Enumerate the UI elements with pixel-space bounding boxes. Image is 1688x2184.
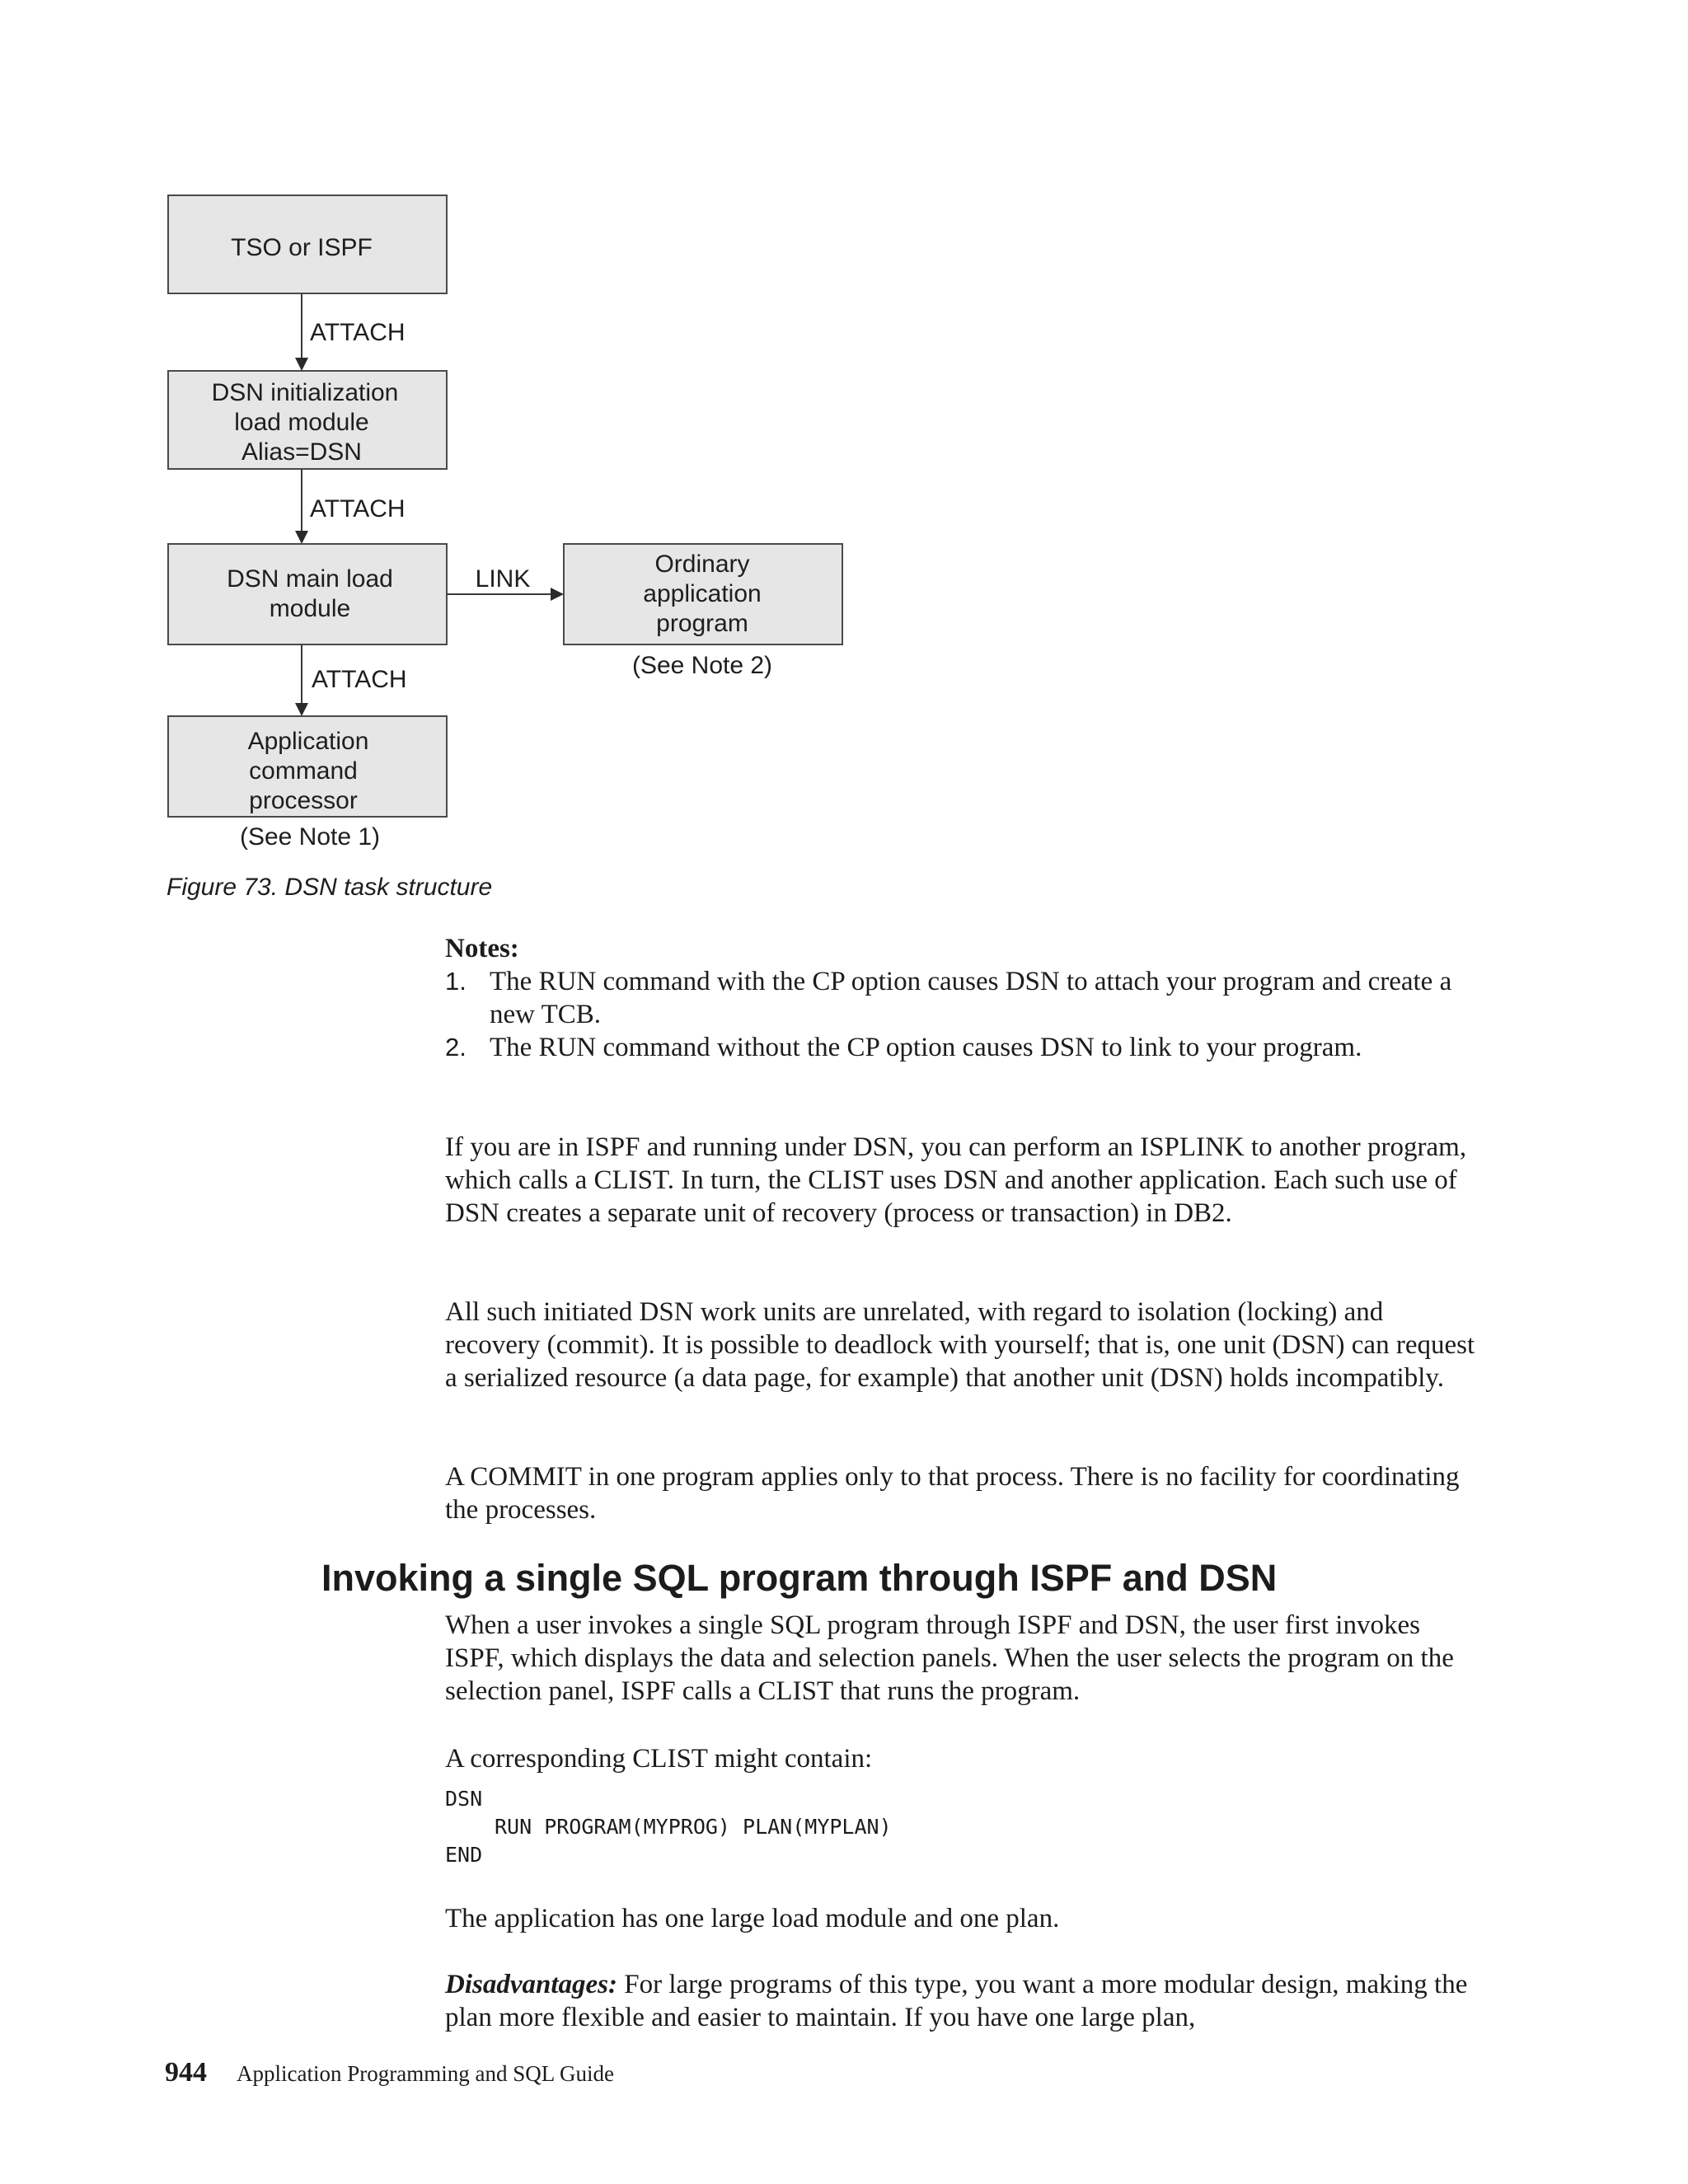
box-dsn-initialization [168,371,447,469]
disadvantages-text: For large programs of this type, you want a more modular design, making the plan more flexible and easier to maintain. If you have one large plan, [445,1970,1468,2032]
paragraph-commit: A COMMIT in one program applies only to that process. There is no facility for coordinating the processes. [445,1462,1460,1525]
note-item [445,965,1484,1031]
paragraph-invoke-intro: When a user invokes a single SQL program through ISPF and DSN, the user first invokes ISPF, which displays the data and selection panels. When the user selects the program on the selection panel, ISPF calls a CLIST that runs the program. [445,1610,1454,1706]
page-footer [165,2057,614,2088]
code-line: DSN [445,1787,483,1811]
box-label-line: module [269,595,351,622]
paragraph-disadvantages [445,1968,1484,2034]
figure-caption: Figure 73. DSN task structure [166,874,493,901]
dsn-task-structure-diagram [0,0,907,865]
note-item [445,1031,1484,1064]
edge-label-link: LINK [475,565,531,593]
attach-arrow-1 [295,293,406,371]
note-number: 1. [445,967,467,996]
attach-arrow-2 [295,469,406,544]
box-label-line: application [643,580,762,607]
edge-label-attach: ATTACH [312,666,407,693]
disadvantages-label: Disadvantages: [445,1970,617,1999]
notes-heading: Notes: [445,934,519,963]
box-label-line: program [656,610,748,637]
box-label-line: processor [249,787,358,814]
box-label-line: Application [247,728,369,755]
notes-section [445,932,1484,1064]
code-line: END [445,1843,483,1867]
box-tso-ispf [168,195,447,293]
page-number: 944 [165,2057,207,2088]
box-dsn-main-load-module [168,544,447,644]
book-title: Application Programming and SQL Guide [237,2061,614,2086]
box-label-line: load module [234,409,369,436]
note-text: The RUN command without the CP option causes DSN to link to your program. [490,1033,1362,1062]
box-label-line: command [249,757,358,785]
notes-list [445,965,1484,1064]
paragraph-work-units: All such initiated DSN work units are unrelated, with regard to isolation (locking) and recovery (commit). It is possible to deadlock with yourself; that is, one unit (DSN) can request a serialized resource (a data page, for example) that another unit (DSN) holds incompatibly. [445,1297,1475,1393]
paragraph-isplink: If you are in ISPF and running under DSN, you can perform an ISPLINK to another program, which calls a CLIST. In turn, the CLIST uses DSN and another application. Each such use of DSN creates a separate unit of recovery (process or transaction) in DB2. [445,1132,1467,1228]
edge-label-attach: ATTACH [310,495,406,523]
edge-label-attach: ATTACH [310,319,406,346]
see-note-2-label: (See Note 2) [631,652,773,679]
attach-arrow-3 [295,644,407,716]
note-text: The RUN command with the CP option causes DSN to attach your program and create a new TCB. [490,967,1452,1029]
box-label-line: DSN initialization [211,379,399,406]
box-label-line: DSN main load [227,565,393,593]
box-label-line: TSO or ISPF [231,234,373,261]
box-ordinary-application-program [564,544,842,679]
note-number: 2. [445,1033,467,1062]
paragraph-one-module: The application has one large load module and one plan. [445,1904,1060,1933]
link-arrow [447,565,564,601]
box-label-line: Ordinary [654,551,750,578]
paragraph-clist-intro: A corresponding CLIST might contain: [445,1744,873,1774]
section-heading: Invoking a single SQL program through ISPF and DSN [321,1557,1278,1599]
code-line: RUN PROGRAM(MYPROG) PLAN(MYPLAN) [495,1815,892,1839]
see-note-1-label: (See Note 1) [239,823,381,851]
clist-code-block [445,1785,892,1869]
box-label-line: Alias=DSN [241,438,362,466]
box-application-command-processor [168,716,447,851]
